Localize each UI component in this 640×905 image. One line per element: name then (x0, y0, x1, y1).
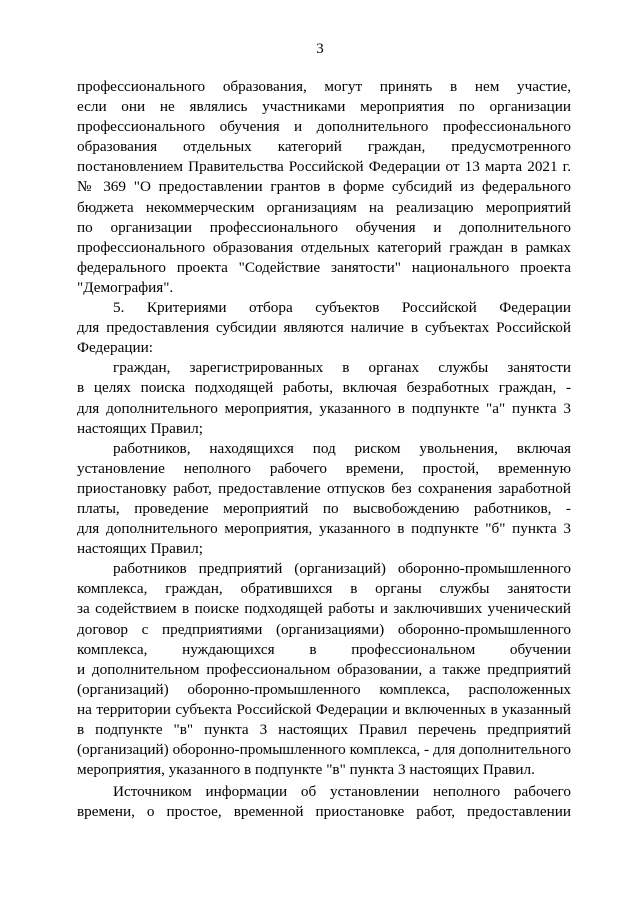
text-line: комплекса, нуждающихся в профессиональном обучении (77, 640, 571, 658)
text-line: (организаций) оборонно-промышленного комплекса, - для дополнительного (77, 741, 571, 759)
text-line: по организации профессионального обучения и дополнительного (77, 218, 571, 236)
page-number: 3 (316, 41, 324, 57)
text-line: платы, проведение мероприятий по высвобождению работников, - (77, 499, 571, 517)
text-line: образования отдельных категорий граждан, предусмотренного (77, 138, 571, 156)
text-line: для предоставления субсидии являются наличие в субъектах Российской (77, 319, 571, 337)
text-line: договор с предприятиями (организациями) оборонно-промышленного (77, 620, 571, 638)
text-line: работников предприятий (организаций) оборонно-промышленного (113, 560, 571, 578)
text-line: (организаций) оборонно-промышленного комплекса, расположенных (77, 680, 571, 698)
paragraph-p4 (77, 439, 571, 560)
paragraph-p1 (77, 77, 571, 298)
text-line: в подпункте "в" пункта 3 настоящих Правил перечень предприятий (77, 721, 571, 738)
text-line: Источником информации об установлении неполного рабочего (113, 783, 571, 801)
text-line: настоящих Правил; (77, 540, 203, 558)
text-line: комплекса, граждан, обратившихся в органы службы занятости (77, 580, 571, 598)
text-line: "Демография". (77, 278, 174, 296)
text-line: постановлением Правительства Российской Федерации от 13 марта 2021 г. (77, 158, 571, 176)
text-line: профессионального образования отдельных категорий граждан в рамках (77, 238, 571, 256)
document-body (77, 77, 571, 822)
text-line: за содействием в поиске подходящей работы и заключивших ученический (77, 600, 571, 618)
text-line: 5. Критериями отбора субъектов Российской Федерации (113, 299, 571, 317)
text-line: мероприятия, указанного в подпункте "в" пункта 3 настоящих Правил. (77, 761, 535, 779)
paragraph-p5 (77, 559, 571, 780)
text-line: федерального проекта "Содействие занятости" национального проекта (77, 258, 571, 276)
text-line: граждан, зарегистрированных в органах службы занятости (113, 359, 571, 377)
text-line: времени, о простое, временной приостановке работ, предоставлении (77, 803, 571, 821)
text-line: если они не являлись участниками мероприятия по организации (77, 98, 571, 116)
text-line: профессионального образования, могут принять в нем участие, (77, 78, 571, 95)
text-line: на территории субъекта Российской Федерации и включенных в указанный (77, 700, 571, 718)
text-line: для дополнительного мероприятия, указанного в подпункте "б" пункта 3 (77, 520, 571, 538)
text-line: работников, находящихся под риском увольнения, включая (113, 439, 571, 457)
text-line: Федерации: (77, 339, 153, 357)
text-line: профессионального обучения и дополнительного профессионального (77, 118, 571, 136)
paragraph-p3 (77, 358, 571, 438)
text-line: приостановку работ, предоставление отпусков без сохранения заработной (77, 479, 571, 497)
text-line: и дополнительном профессиональном образовании, а также предприятий (77, 660, 571, 678)
paragraph-p6 (77, 782, 571, 822)
text-line: для дополнительного мероприятия, указанного в подпункте "а" пункта 3 (77, 399, 571, 417)
paragraph-p2 (77, 298, 571, 358)
text-line: бюджета некоммерческим организациям на реализацию мероприятий (77, 198, 571, 216)
text-line: в целях поиска подходящей работы, включая безработных граждан, - (77, 379, 571, 397)
text-line: настоящих Правил; (77, 419, 203, 437)
text-line: № 369 "О предоставлении грантов в форме субсидий из федерального (77, 178, 571, 196)
text-line: установление неполного рабочего времени, простой, временную (77, 459, 571, 477)
